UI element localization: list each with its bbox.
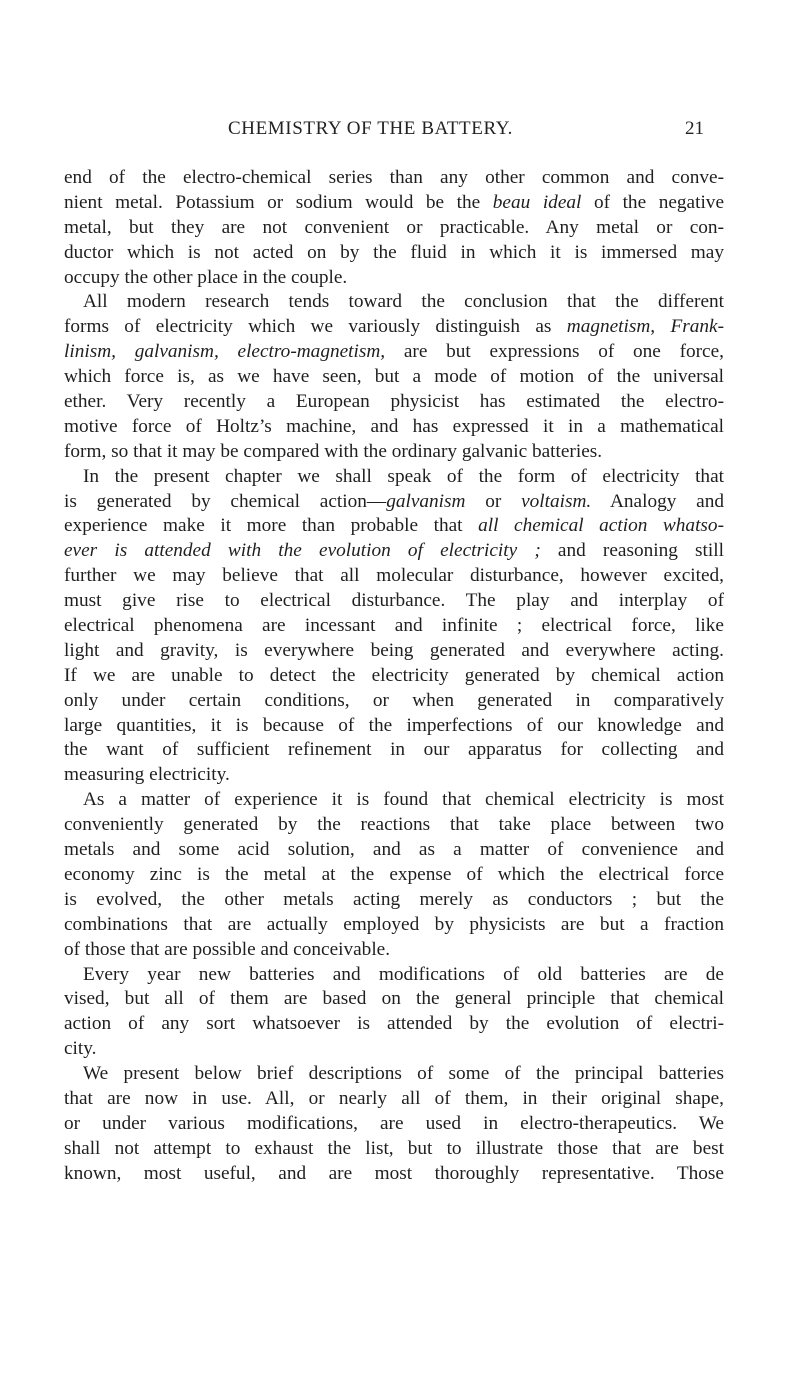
body-text	[64, 166, 724, 1187]
running-head	[0, 118, 800, 148]
text-line	[64, 315, 724, 340]
text-line	[64, 1162, 724, 1187]
italic-text: beau ideal	[492, 191, 582, 213]
text-segment: ductor which is not acted on by the fluid in which it is immersed may	[64, 241, 724, 263]
text-line	[64, 664, 724, 689]
text-line	[64, 564, 724, 589]
text-line	[64, 589, 724, 614]
text-segment: All modern research tends toward the conclusion that the different	[83, 291, 724, 313]
text-segment: economy zinc is the metal at the expense of which the electrical force	[64, 863, 724, 885]
text-line	[64, 415, 724, 440]
text-line	[64, 216, 724, 241]
text-line	[64, 1012, 724, 1037]
text-line	[64, 465, 724, 490]
text-segment: As a matter of experience it is found that chemical electricity is most	[83, 789, 724, 811]
text-segment: metals and some acid solution, and as a matter of convenience and	[64, 839, 724, 861]
text-segment: occupy the other place in the couple.	[64, 266, 348, 288]
text-segment: nient metal. Potassium or sodium would be the	[64, 191, 493, 213]
text-line	[64, 539, 724, 564]
text-line	[64, 290, 724, 315]
italic-text: magnetism, Frank-	[566, 316, 724, 338]
text-segment: In the present chapter we shall speak of the form of electricity that	[83, 465, 724, 487]
text-line	[64, 440, 724, 465]
text-segment: forms of electricity which we variously distinguish as	[64, 316, 567, 338]
text-line	[64, 365, 724, 390]
text-segment: which force is, as we have seen, but a mode of motion of the universal	[64, 366, 724, 388]
text-line	[64, 266, 724, 291]
text-segment: is generated by chemical action—	[64, 490, 387, 512]
text-line	[64, 1087, 724, 1112]
text-line	[64, 763, 724, 788]
text-segment: conveniently generated by the reactions that take place between two	[64, 814, 724, 836]
text-segment: must give rise to electrical disturbance. The play and interplay of	[64, 590, 724, 612]
text-segment: only under certain conditions, or when generated in comparatively	[64, 689, 724, 711]
text-segment: and reasoning still	[540, 540, 724, 562]
text-line	[64, 390, 724, 415]
italic-text: ever is attended with the evolution of electricity ;	[64, 540, 541, 562]
text-segment: large quantities, it is because of the imperfections of our knowledge and	[64, 714, 724, 736]
text-line	[64, 738, 724, 763]
text-segment: further we may believe that all molecular disturbance, however excited,	[64, 565, 724, 587]
text-segment: vised, but all of them are based on the general principle that chemical	[64, 988, 724, 1010]
text-line	[64, 191, 724, 216]
text-line	[64, 1037, 724, 1062]
text-line	[64, 987, 724, 1012]
italic-text: voltaism.	[521, 490, 592, 512]
text-segment: electrical phenomena are incessant and infinite ; electrical force, like	[64, 615, 724, 637]
text-segment: We present below brief descriptions of some of the principal batteries	[83, 1063, 724, 1085]
text-line	[64, 913, 724, 938]
text-segment: city.	[64, 1038, 97, 1060]
text-line	[64, 714, 724, 739]
text-segment: form, so that it may be compared with the ordinary galvanic batteries.	[64, 440, 603, 462]
text-line	[64, 838, 724, 863]
running-title: CHEMISTRY OF THE BATTERY.	[228, 118, 513, 139]
text-segment: that are now in use. All, or nearly all of them, in their original shape,	[64, 1087, 724, 1109]
text-segment: experience make it more than probable that	[64, 515, 479, 537]
italic-text: linism, galvanism, electro-magnetism,	[64, 341, 386, 363]
text-segment: Analogy and	[591, 490, 724, 512]
text-segment: the want of sufficient refinement in our apparatus for collecting and	[64, 739, 724, 761]
text-segment: Every year new batteries and modifications of old batteries are de	[83, 963, 724, 985]
text-line	[64, 1112, 724, 1137]
text-line	[64, 963, 724, 988]
text-line	[64, 514, 724, 539]
text-segment: are but expressions of one force,	[385, 341, 724, 363]
text-segment: measuring electricity.	[64, 764, 230, 786]
text-segment: metal, but they are not convenient or practicable. Any metal or con-	[64, 216, 724, 238]
text-segment: or under various modifications, are used in electro-therapeutics. We	[64, 1112, 724, 1134]
text-segment: end of the electro-chemical series than any other common and conve-	[64, 167, 724, 188]
text-segment: of the negative	[581, 191, 724, 213]
text-line	[64, 1137, 724, 1162]
text-segment: motive force of Holtz’s machine, and has expressed it in a mathematical	[64, 415, 724, 437]
text-line	[64, 788, 724, 813]
text-segment: combinations that are actually employed by physicists are but a fraction	[64, 913, 724, 935]
text-segment: ether. Very recently a European physicist has estimated the electro-	[64, 391, 724, 413]
text-line	[64, 863, 724, 888]
italic-text: galvanism	[386, 490, 466, 512]
text-segment: or	[465, 490, 522, 512]
text-segment: known, most useful, and are most thoroughly representative. Those	[64, 1162, 724, 1184]
text-segment: light and gravity, is everywhere being generated and everywhere acting.	[64, 639, 724, 661]
text-line	[64, 689, 724, 714]
text-segment: action of any sort whatsoever is attended by the evolution of electri-	[64, 1013, 724, 1035]
italic-text: all chemical action whatso-	[478, 515, 724, 537]
text-line	[64, 888, 724, 913]
text-line	[64, 639, 724, 664]
text-line	[64, 166, 724, 191]
text-line	[64, 241, 724, 266]
text-line	[64, 340, 724, 365]
text-line	[64, 1062, 724, 1087]
page-number: 21	[685, 118, 704, 139]
text-line	[64, 490, 724, 515]
text-segment: of those that are possible and conceivable.	[64, 938, 391, 960]
text-line	[64, 614, 724, 639]
text-segment: If we are unable to detect the electricity generated by chemical action	[64, 664, 724, 686]
text-line	[64, 938, 724, 963]
text-line	[64, 813, 724, 838]
text-segment: is evolved, the other metals acting merely as conductors ; but the	[64, 888, 724, 910]
text-segment: shall not attempt to exhaust the list, but to illustrate those that are best	[64, 1137, 724, 1159]
